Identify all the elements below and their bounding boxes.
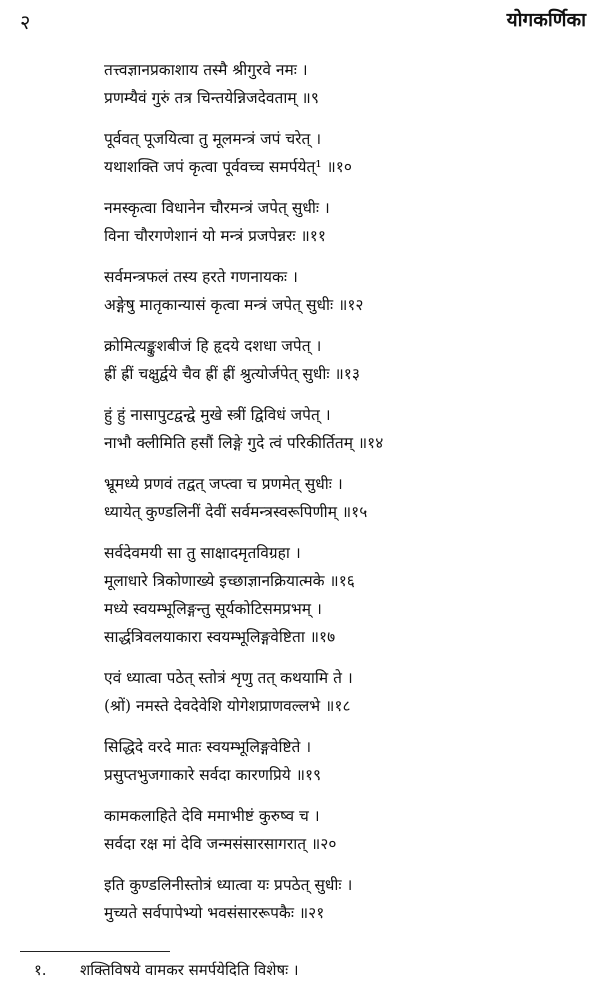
footnote-text: शक्तिविषये वामकर समर्पयेदिति विशेषः ।	[80, 961, 299, 979]
verse-line: सर्वदेवमयी सा तु साक्षादमृतविग्रहा ।	[104, 544, 301, 562]
verse-block	[104, 263, 594, 319]
verse-line: पूर्ववत् पूजयित्वा तु मूलमन्त्रं जपं चरेत् ।	[104, 130, 322, 148]
verse-block	[104, 470, 594, 526]
verse-line: अङ्गेषु मातृकान्यासं कृत्वा मन्त्रं जपेत् सुधीः ॥१२	[104, 296, 364, 314]
verse-line: सिद्धिदे वरदे मातः स्वयम्भूलिङ्गवेष्टिते ।	[104, 738, 312, 756]
verse-line: सर्वदा रक्ष मां देवि जन्मसंसारसागरात् ॥२०	[104, 835, 337, 853]
verse-line: एवं ध्यात्वा पठेत् स्तोत्रं शृणु तत् कथयामि ते ।	[104, 669, 353, 687]
verse-line: विना चौरगणेशानं यो मन्त्रं प्रजपेन्नरः ॥११	[104, 227, 326, 245]
page-number: २	[20, 10, 31, 34]
footnote-marker: १.	[34, 961, 47, 979]
verse-line: इति कुण्डलिनीस्तोत्रं ध्यात्वा यः प्रपठेत् सुधीः ।	[104, 876, 353, 894]
verse-block	[104, 733, 594, 789]
verse-block	[104, 871, 594, 927]
verse-block	[104, 401, 594, 457]
footnote	[34, 960, 299, 980]
verse-line: यथाशक्ति जपं कृत्वा पूर्ववच्च समर्पयेत्¹ ॥१०	[104, 158, 352, 176]
verse-line: प्रसुप्तभुजगाकारे सर्वदा कारणप्रिये ॥१९	[104, 766, 322, 784]
verse-line: मुच्यते सर्वपापेभ्यो भवसंसाररूपकैः ॥२१	[104, 904, 325, 922]
verse-block	[104, 802, 594, 858]
verse-line: कामकलाहिते देवि ममाभीष्टं कुरुष्व च ।	[104, 807, 320, 825]
footnote-divider	[20, 951, 170, 952]
verse-block	[104, 56, 594, 112]
verse-block	[104, 332, 594, 388]
verse-block	[104, 125, 594, 181]
verse-line: तत्त्वज्ञानप्रकाशाय तस्मै श्रीगुरवे नमः ।	[104, 61, 308, 79]
verse-line: प्रणम्यैवं गुरुं तत्र चिन्तयेन्निजदेवताम् ॥९	[104, 89, 319, 107]
verse-line: क्रोमित्यङ्कुशबीजं हि हृदये दशधा जपेत् ।	[104, 337, 322, 355]
verse-line: (श्रों) नमस्ते देवदेवेशि योगेशप्राणवल्लभे ॥१८	[104, 697, 351, 715]
verse-block	[104, 664, 594, 720]
verse-block	[104, 194, 594, 250]
verse-line: सार्द्धत्रिवलयाकारा स्वयम्भूलिङ्गवेष्टिता ॥१७	[104, 628, 336, 646]
verse-line: हुं हुं नासापुटद्वन्द्वे मुखे स्त्रीं द्विविधं जपेत् ।	[104, 406, 331, 424]
verse-line: सर्वमन्त्रफलं तस्य हरते गणनायकः ।	[104, 268, 298, 286]
verse-line: भ्रूमध्ये प्रणवं तद्वत् जप्त्वा च प्रणमेत् सुधीः ।	[104, 475, 343, 493]
verse-line: नमस्कृत्वा विधानेन चौरमन्त्रं जपेत् सुधीः ।	[104, 199, 330, 217]
verse-body	[104, 56, 594, 940]
verse-block	[104, 539, 594, 651]
running-title: योगकर्णिका	[506, 9, 586, 31]
verse-line: नाभौ क्लीमिति हसौं लिङ्गे गुदे त्वं परिकीर्तितम् ॥१४	[104, 434, 384, 452]
verse-line: ध्यायेत् कुण्डलिनीं देवीं सर्वमन्त्रस्वरूपिणीम् ॥१५	[104, 503, 368, 521]
verse-line: मूलाधारे त्रिकोणाख्ये इच्छाज्ञानक्रियात्मके ॥१६	[104, 572, 355, 590]
verse-line: मध्ये स्वयम्भूलिङ्गन्तु सूर्यकोटिसमप्रभम् ।	[104, 600, 322, 618]
verse-line: ह्रीं ह्रीं चक्षुर्द्वये चैव ह्रीं ह्रीं श्रुत्योर्जपेत् सुधीः ॥१३	[104, 365, 360, 383]
